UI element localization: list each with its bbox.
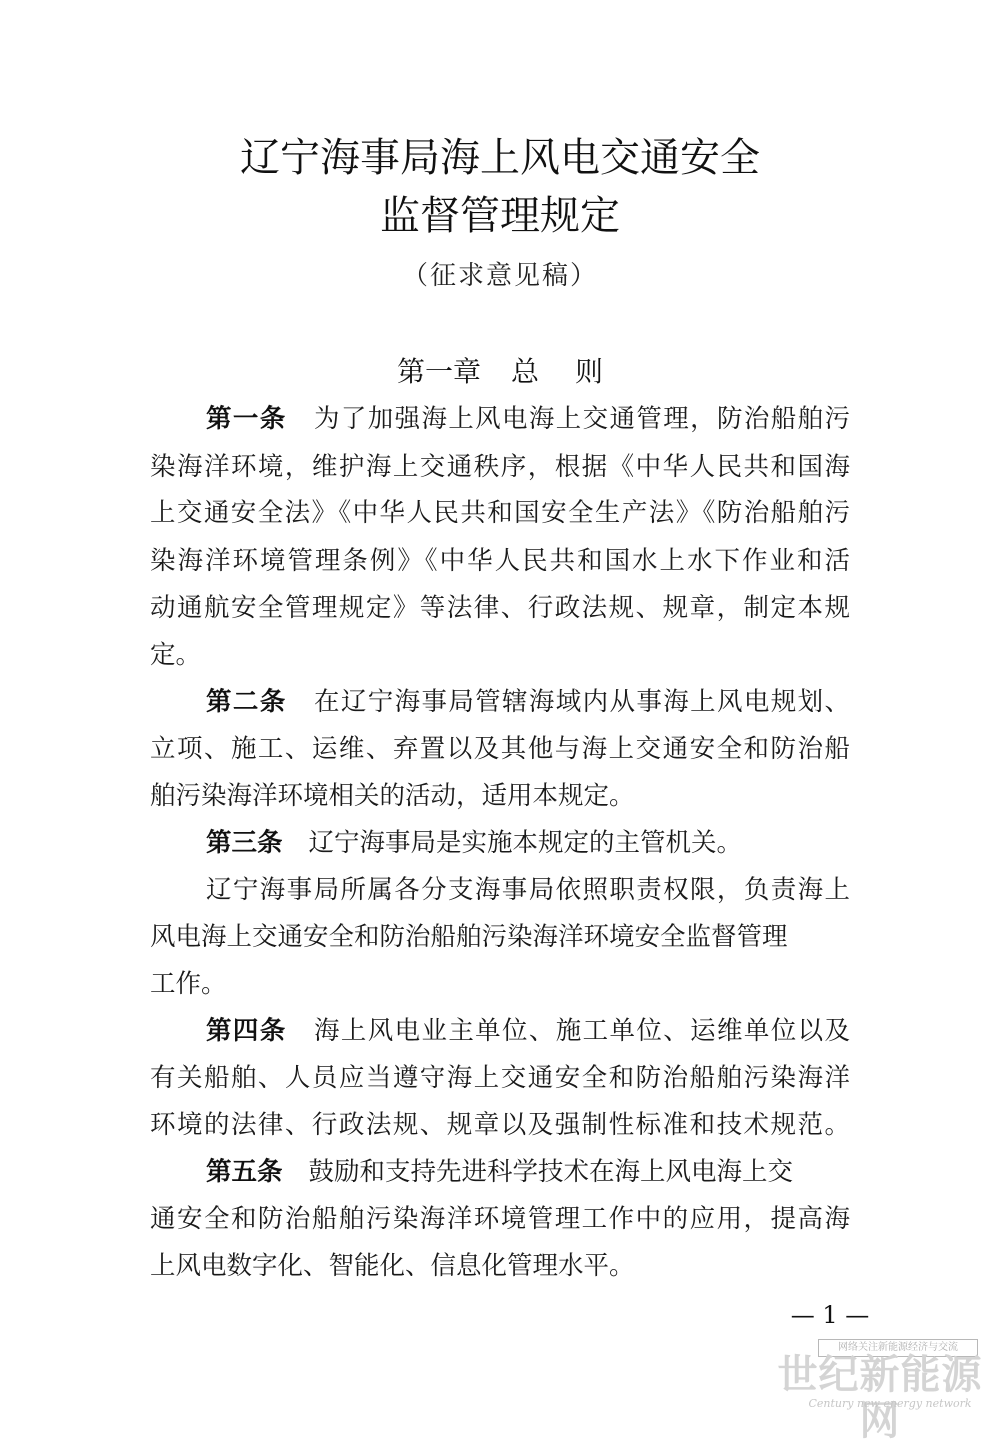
article-1-line-3: 上交通安全法》《中华人民共和国安全生产法》《防治船舶污 [150,498,850,528]
article-2-line-3: 舶污染海洋环境相关的活动，适用本规定。 [150,781,635,811]
article-1-line-6: 定。 [150,640,202,670]
article-4-line-3: 环境的法律、行政法规、规章以及强制性标准和技术规范。 [150,1110,850,1140]
article-3-line-1 [206,826,850,860]
article-label: 第三条 [206,828,283,858]
article-1-line-1 [206,402,850,436]
draft-note: （征求意见稿） [401,261,598,291]
article-text: 在辽宁海事局管辖海域内从事海上风电规划、 [312,687,850,717]
article-5-line-2: 通安全和防治船舶污染海洋环境管理工作中的应用，提高海 [150,1204,850,1234]
article-4-line-2: 有关船舶、人员应当遵守海上交通安全和防治船舶污染海洋 [150,1063,850,1093]
article-label: 第四条 [206,1016,287,1046]
watermark-brand: 世纪新能源网 [777,1352,983,1444]
article-1-line-2: 染海洋环境，维护海上交通秩序，根据《中华人民共和国海 [150,452,850,482]
chapter-name-part-1: 总 [510,355,539,388]
document-title-line-2: 监督管理规定 [380,193,620,239]
chapter-number: 第一章 [396,355,481,388]
article-label: 第五条 [206,1157,283,1187]
watermark-tag: 网络关注新能源经济与交流 [818,1339,978,1357]
article-text: 鼓励和支持先进科学技术在海上风电海上交 [308,1157,794,1187]
chapter-heading [0,357,1000,387]
page-number: — 1 — [790,1301,870,1329]
article-text: 辽宁海事局是实施本规定的主管机关。 [308,828,743,858]
article-label: 第二条 [206,687,287,717]
article-5-line-1 [206,1155,850,1189]
article-3-para-2-line-1: 辽宁海事局所属各分支海事局依照职责权限，负责海上 [206,875,850,905]
article-5-line-3: 上风电数字化、智能化、信息化管理水平。 [150,1251,635,1281]
document-title-line-1: 辽宁海事局海上风电交通安全 [240,135,760,181]
article-2-line-2: 立项、施工、运维、弃置以及其他与海上交通安全和防治船 [150,734,850,764]
article-4-line-1 [206,1014,850,1048]
watermark-english: Century new energy network [808,1397,972,1410]
article-1-line-5: 动通航安全管理规定》等法律、行政法规、规章，制定本规 [150,593,850,623]
chapter-name-part-2: 则 [575,355,604,388]
article-label: 第一条 [206,404,287,434]
article-text: 海上风电业主单位、施工单位、运维单位以及 [312,1016,850,1046]
article-3-para-2-line-3: 工作。 [150,969,227,999]
article-1-line-4: 染海洋环境管理条例》《中华人民共和国水上水下作业和活 [150,546,850,576]
article-2-line-1 [206,685,850,719]
article-text: 为了加强海上风电海上交通管理，防治船舶污 [312,404,850,434]
article-3-para-2-line-2: 风电海上交通安全和防治船舶污染海洋环境安全监督管理 [150,922,788,952]
